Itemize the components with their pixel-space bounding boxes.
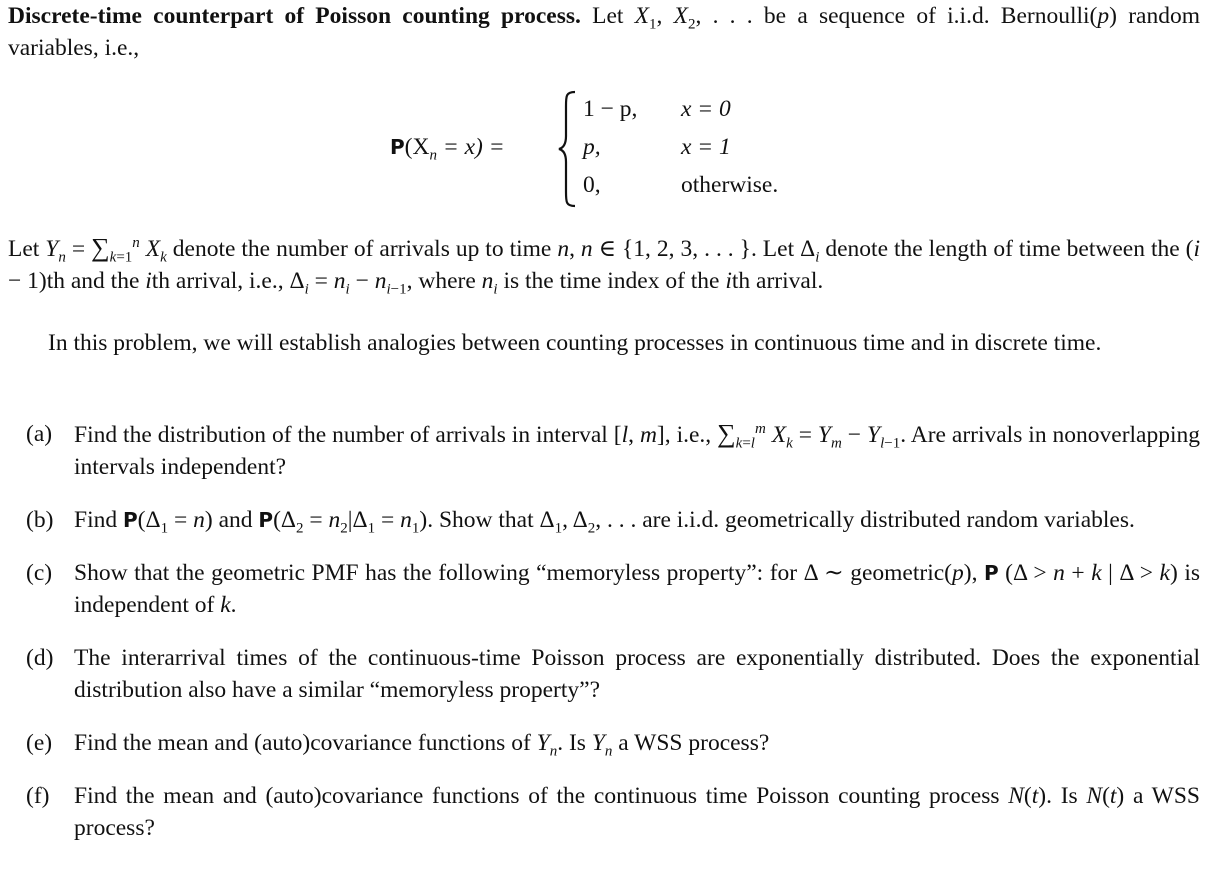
intro-paragraph: Discrete-time counterpart of Poisson counting process. Let $X_1$, $X_2$, . . . be a sequence of i.i.d. Bernoulli(p) random variables, i.e.,: [8, 3, 1200, 61]
pmf-lhs: $P(X_n = x)$ =: [390, 134, 505, 164]
question-list: [8, 418, 1200, 865]
left-brace: [557, 88, 579, 210]
question-label: (b): [26, 507, 54, 533]
problem-title: Discrete-time counterpart of Poisson counting process.: [8, 3, 581, 29]
question-d: (d) The interarrival times of the continuous-time Poisson process are exponentially distributed. Does the exponential distribution also have a similar “memoryless property”?: [8, 642, 1200, 706]
question-label: (e): [26, 730, 53, 756]
question-f: (f) Find the mean and (auto)covariance functions of the continuous time Poisson counting process N(t). Is N(t) a WSS process?: [8, 780, 1200, 844]
question-label: (c): [26, 560, 53, 586]
question-a: (a) Find the distribution of the number of arrivals in interval [l, m], i.e., $\sum_{k=l}^m$ $X_k = Y_m - Y_{l-1}$. Are arrivals in nonoverlapping intervals independent?: [26, 419, 1201, 480]
question-c: (c) Show that the geometric PMF has the following “memoryless property”: for Δ ∼ geometric(p), P (Δ > n + k | Δ > k) is independent of k.: [8, 557, 1200, 621]
question-label: (a): [26, 421, 53, 447]
pmf-equation: $P(X_n = x)$ = 1 − p, x = 0 p, x = 1 0, otherwise.: [390, 88, 830, 208]
question-e: (e) Find the mean and (auto)covariance functions of $Y_n$. Is $Y_n$ a WSS process?: [8, 727, 1200, 759]
question-label: (f): [26, 783, 50, 809]
analogy-paragraph: In this problem, we will establish analogies between counting processes in continuous time and in discrete time.: [48, 330, 1102, 356]
question-b: (b) Find $P(\Delta_1 = n)$ and $P(\Delta_2 = n_2|\Delta_1 = n_1)$. Show that $\Delta_1$, $\Delta_2$, . . . are i.i.d. geometrically distributed random variables.: [8, 504, 1200, 536]
definitions-paragraph: Let $Y_n = \sum_{k=1}^n$ $X_k$ denote the number of arrivals up to time n, n ∈ {1, 2, 3, . . . }. Let $\Delta_i$ denote the length of time between the (i − 1)th and the ith arrival, i.e., $\Delta_i = n_i - n_{i-1}$, where $n_i$ is the time index of the ith arrival.: [8, 233, 1200, 298]
question-label: (d): [26, 645, 54, 671]
